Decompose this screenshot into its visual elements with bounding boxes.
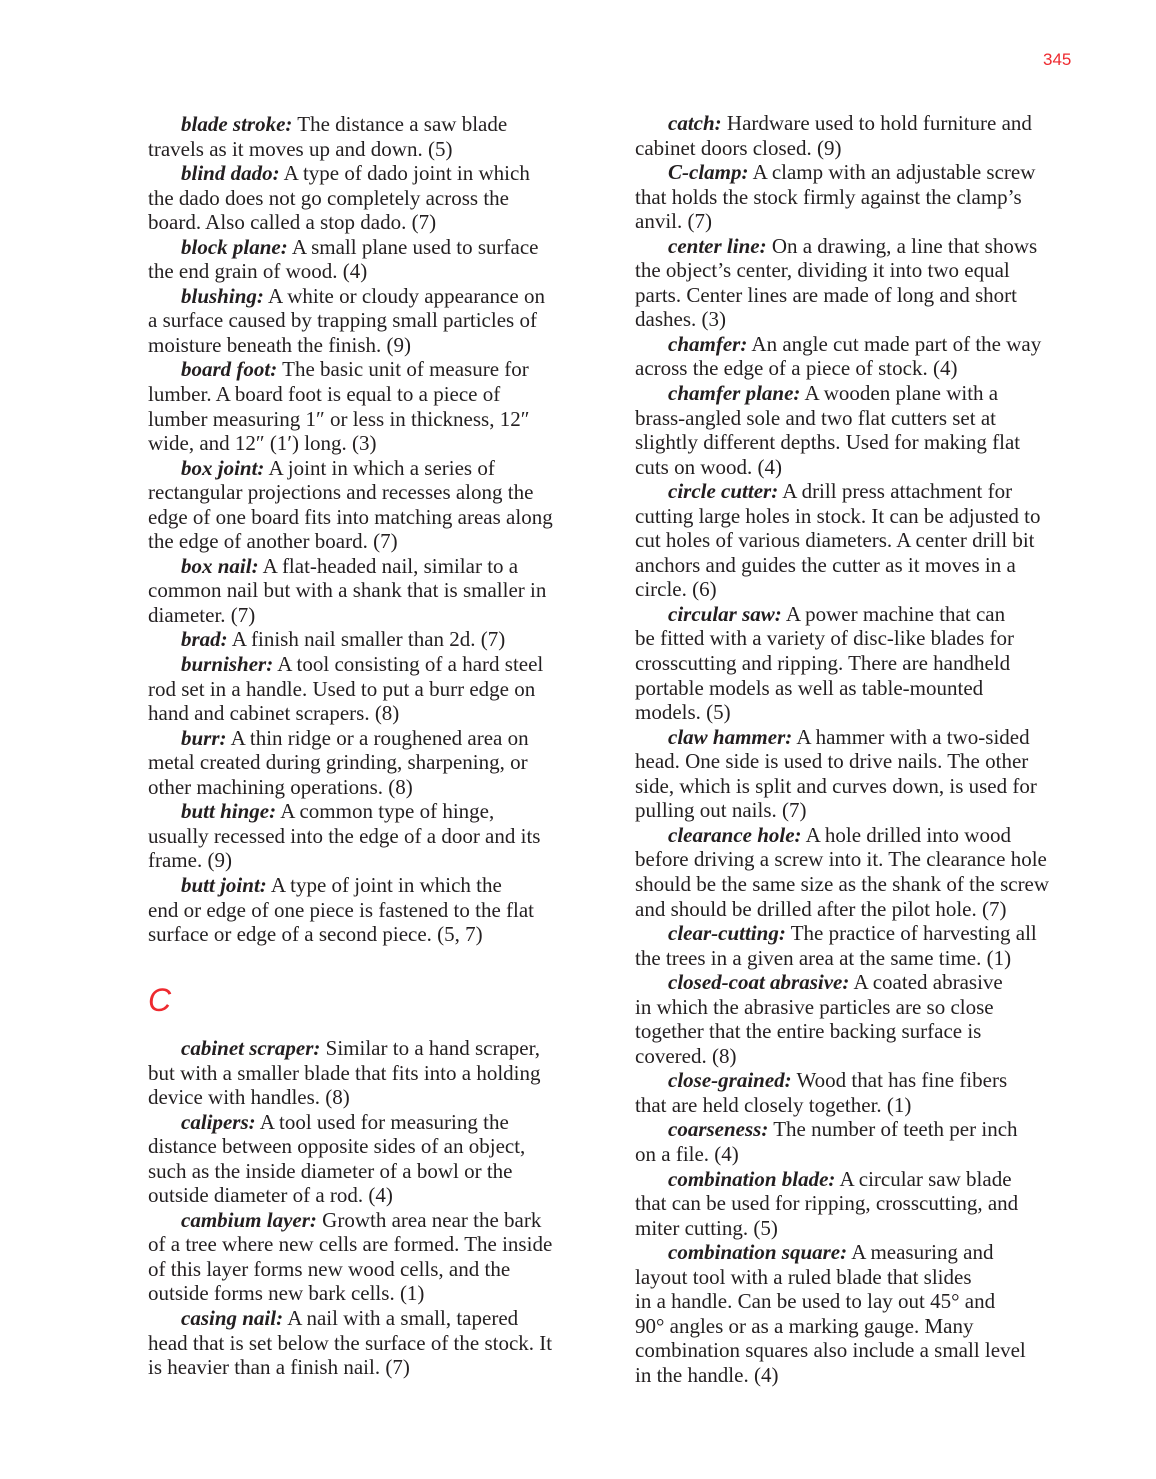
entry-line bbox=[635, 1142, 1080, 1167]
entry-line bbox=[148, 210, 593, 235]
definition-text: in the handle. (4) bbox=[635, 1362, 779, 1387]
entry-line bbox=[148, 431, 593, 456]
definition-text: slightly different depths. Used for making flat bbox=[635, 430, 1021, 455]
glossary-entry bbox=[148, 726, 593, 800]
entry-first-line bbox=[148, 357, 593, 382]
definition-text: lumber. A board foot is equal to a piece of bbox=[148, 382, 501, 407]
glossary-term: circular saw: bbox=[668, 601, 782, 626]
definition-text: is heavier than a finish nail. (7) bbox=[148, 1355, 410, 1380]
definition-text: A finish nail smaller than 2d. (7) bbox=[227, 627, 506, 652]
entry-first-line bbox=[148, 652, 593, 677]
definition-text: the end grain of wood. (4) bbox=[148, 259, 368, 284]
definition-text: cuts on wood. (4) bbox=[635, 454, 782, 479]
entry-line bbox=[148, 382, 593, 407]
glossary-term: chamfer plane: bbox=[668, 381, 801, 406]
definition-text: combination squares also include a small level bbox=[635, 1338, 1026, 1363]
glossary-entry bbox=[148, 554, 593, 628]
entry-line bbox=[635, 430, 1080, 455]
entry-line bbox=[635, 774, 1080, 799]
entry-first-line bbox=[635, 970, 1080, 995]
definition-text: A drill press attachment for bbox=[778, 479, 1013, 504]
entry-line bbox=[635, 258, 1080, 283]
entry-first-line bbox=[635, 381, 1080, 406]
definition-text: miter cutting. (5) bbox=[635, 1215, 778, 1240]
definition-text: outside diameter of a rod. (4) bbox=[148, 1183, 393, 1208]
glossary-term: cambium layer: bbox=[181, 1207, 317, 1232]
definition-text: device with handles. (8) bbox=[148, 1085, 350, 1110]
definition-text: distance between opposite sides of an object, bbox=[148, 1134, 526, 1159]
definition-text: board. Also called a stop dado. (7) bbox=[148, 210, 437, 235]
entry-line bbox=[148, 1159, 593, 1184]
entry-line bbox=[148, 1232, 593, 1257]
glossary-entry bbox=[635, 823, 1080, 921]
glossary-entry bbox=[635, 1240, 1080, 1387]
glossary-term: close-grained: bbox=[668, 1068, 792, 1093]
definition-text: that are held closely together. (1) bbox=[635, 1092, 912, 1117]
definition-text: A clamp with an adjustable screw bbox=[748, 160, 1036, 185]
definition-text: be fitted with a variety of disc-like blades for bbox=[635, 626, 1015, 651]
entry-line bbox=[635, 209, 1080, 234]
entry-line bbox=[635, 1265, 1080, 1290]
glossary-term: cabinet scraper: bbox=[181, 1036, 321, 1060]
section-heading-c: C bbox=[148, 982, 172, 1018]
glossary-entry bbox=[148, 112, 593, 161]
entry-line bbox=[635, 700, 1080, 725]
entry-line bbox=[148, 259, 593, 284]
entry-line bbox=[148, 922, 593, 947]
definition-text: A coated abrasive bbox=[849, 970, 1003, 995]
definition-text: usually recessed into the edge of a door and its bbox=[148, 823, 541, 848]
glossary-entry bbox=[635, 725, 1080, 823]
glossary-term: blushing: bbox=[181, 283, 264, 308]
glossary-entry bbox=[148, 799, 593, 873]
entry-line bbox=[148, 1183, 593, 1208]
entry-line bbox=[635, 577, 1080, 602]
definition-text: edge of one board fits into matching areas along bbox=[148, 504, 553, 529]
entry-line bbox=[148, 1355, 593, 1380]
definition-text: the dado does not go completely across the bbox=[148, 185, 509, 210]
entry-line bbox=[148, 480, 593, 505]
entry-line bbox=[635, 1289, 1080, 1314]
definition-text: 90° angles or as a marking gauge. Many bbox=[635, 1313, 974, 1338]
entry-first-line bbox=[148, 284, 593, 309]
entry-line bbox=[148, 1257, 593, 1282]
definition-text: brass-angled sole and two flat cutters set at bbox=[635, 405, 996, 430]
entry-line bbox=[148, 308, 593, 333]
glossary-entry bbox=[635, 111, 1080, 160]
glossary-term: claw hammer: bbox=[668, 724, 793, 749]
definition-text: models. (5) bbox=[635, 700, 731, 725]
glossary-entry bbox=[148, 1208, 593, 1306]
definition-text: A thin ridge or a roughened area on bbox=[226, 725, 529, 750]
definition-text: The practice of harvesting all bbox=[785, 921, 1037, 946]
glossary-term: chamfer: bbox=[668, 331, 748, 356]
glossary-column-c-left bbox=[148, 1036, 593, 1380]
entry-line bbox=[148, 677, 593, 702]
glossary-term: combination blade: bbox=[668, 1166, 836, 1191]
entry-first-line bbox=[635, 332, 1080, 357]
glossary-term: center line: bbox=[668, 233, 767, 258]
definition-text: metal created during grinding, sharpening, or bbox=[148, 750, 528, 775]
entry-line bbox=[148, 775, 593, 800]
definition-text: portable models as well as table-mounted bbox=[635, 675, 984, 700]
entry-first-line bbox=[635, 823, 1080, 848]
entry-line bbox=[635, 455, 1080, 480]
entry-line bbox=[635, 676, 1080, 701]
entry-line bbox=[635, 872, 1080, 897]
page-number: 345 bbox=[1043, 50, 1072, 69]
definition-text: travels as it moves up and down. (5) bbox=[148, 136, 453, 161]
definition-text: of this layer forms new wood cells, and the bbox=[148, 1256, 511, 1281]
glossary-entry bbox=[148, 456, 593, 554]
glossary-entry bbox=[635, 1117, 1080, 1166]
entry-line bbox=[635, 136, 1080, 161]
entry-line bbox=[148, 603, 593, 628]
glossary-entry bbox=[635, 1167, 1080, 1241]
glossary-entry bbox=[635, 234, 1080, 332]
glossary-term: board foot: bbox=[181, 357, 278, 382]
glossary-term: C-clamp: bbox=[668, 160, 749, 185]
definition-text: end or edge of one piece is fastened to the flat bbox=[148, 897, 535, 922]
definition-text: outside forms new bark cells. (1) bbox=[148, 1281, 425, 1306]
entry-line bbox=[148, 824, 593, 849]
entry-first-line bbox=[635, 1240, 1080, 1265]
definition-text: a surface caused by trapping small particles of bbox=[148, 308, 537, 333]
entry-first-line bbox=[635, 1068, 1080, 1093]
definition-text: The distance a saw blade bbox=[292, 112, 508, 136]
entry-first-line bbox=[148, 456, 593, 481]
definition-text: circle. (6) bbox=[635, 577, 717, 602]
entry-first-line bbox=[148, 1208, 593, 1233]
definition-text: that holds the stock firmly against the clamp’s bbox=[635, 184, 1022, 209]
definition-text: the trees in a given area at the same time. (1) bbox=[635, 945, 1012, 970]
definition-text: On a drawing, a line that shows bbox=[766, 233, 1038, 258]
entry-line bbox=[635, 1093, 1080, 1118]
entry-line bbox=[148, 137, 593, 162]
entry-line bbox=[635, 897, 1080, 922]
definition-text: of a tree where new cells are formed. The inside bbox=[148, 1232, 553, 1257]
entry-line bbox=[635, 1044, 1080, 1069]
definition-text: Growth area near the bark bbox=[316, 1207, 542, 1232]
entry-line bbox=[635, 307, 1080, 332]
entry-line bbox=[148, 1331, 593, 1356]
entry-line bbox=[148, 1134, 593, 1159]
definition-text: Wood that has fine fibers bbox=[791, 1068, 1008, 1093]
entry-line bbox=[635, 185, 1080, 210]
entry-first-line bbox=[635, 1167, 1080, 1192]
glossary-term: burr: bbox=[181, 725, 227, 750]
definition-text: A wooden plane with a bbox=[800, 381, 999, 406]
entry-line bbox=[148, 1085, 593, 1110]
entry-line bbox=[635, 553, 1080, 578]
definition-text: A flat-headed nail, similar to a bbox=[258, 553, 519, 578]
entry-line bbox=[635, 356, 1080, 381]
glossary-term: butt joint: bbox=[181, 872, 267, 897]
entry-first-line bbox=[148, 799, 593, 824]
glossary-entry bbox=[635, 921, 1080, 970]
entry-line bbox=[635, 749, 1080, 774]
glossary-entry bbox=[148, 357, 593, 455]
definition-text: The basic unit of measure for bbox=[277, 357, 529, 382]
glossary-term: circle cutter: bbox=[668, 479, 779, 504]
definition-text: An angle cut made part of the way bbox=[747, 331, 1042, 356]
glossary-term: combination square: bbox=[668, 1240, 848, 1265]
entry-line bbox=[635, 1216, 1080, 1241]
entry-line bbox=[148, 898, 593, 923]
definition-text: pulling out nails. (7) bbox=[635, 798, 807, 823]
definition-text: in which the abrasive particles are so close bbox=[635, 994, 994, 1019]
glossary-entry bbox=[635, 1068, 1080, 1117]
definition-text: anvil. (7) bbox=[635, 209, 712, 234]
glossary-term: casing nail: bbox=[181, 1306, 284, 1331]
entry-line bbox=[148, 529, 593, 554]
entry-first-line bbox=[635, 921, 1080, 946]
entry-first-line bbox=[148, 1036, 593, 1061]
definition-text: common nail but with a shank that is smaller in bbox=[148, 578, 547, 603]
definition-text: layout tool with a ruled blade that slides bbox=[635, 1264, 972, 1289]
definition-text: cut holes of various diameters. A center drill bit bbox=[635, 528, 1035, 553]
definition-text: together that the entire backing surface is bbox=[635, 1019, 982, 1044]
entry-first-line bbox=[148, 1110, 593, 1135]
glossary-term: catch: bbox=[668, 111, 722, 135]
definition-text: other machining operations. (8) bbox=[148, 774, 413, 799]
entry-first-line bbox=[148, 161, 593, 186]
entry-line bbox=[635, 1363, 1080, 1388]
entry-line bbox=[635, 283, 1080, 308]
definition-text: A measuring and bbox=[847, 1240, 994, 1265]
definition-text: on a file. (4) bbox=[635, 1141, 739, 1166]
definition-text: that can be used for ripping, crosscutting, and bbox=[635, 1191, 1019, 1216]
entry-line bbox=[148, 407, 593, 432]
entry-line bbox=[635, 626, 1080, 651]
entry-line bbox=[148, 505, 593, 530]
entry-first-line bbox=[148, 112, 593, 137]
definition-text: in a handle. Can be used to lay out 45° and bbox=[635, 1289, 996, 1314]
glossary-entry bbox=[148, 652, 593, 726]
definition-text: parts. Center lines are made of long and short bbox=[635, 282, 1017, 307]
glossary-entry bbox=[635, 602, 1080, 725]
definition-text: A tool consisting of a hard steel bbox=[273, 652, 544, 677]
glossary-term: block plane: bbox=[181, 234, 288, 259]
glossary-entry bbox=[635, 970, 1080, 1068]
definition-text: A tool used for measuring the bbox=[255, 1109, 509, 1134]
entry-line bbox=[635, 406, 1080, 431]
definition-text: hand and cabinet scrapers. (8) bbox=[148, 701, 400, 726]
definition-text: Similar to a hand scraper, bbox=[320, 1036, 540, 1060]
entry-first-line bbox=[148, 873, 593, 898]
definition-text: cabinet doors closed. (9) bbox=[635, 135, 842, 160]
definition-text: frame. (9) bbox=[148, 848, 232, 873]
entry-first-line bbox=[635, 479, 1080, 504]
definition-text: A power machine that can bbox=[781, 601, 1006, 626]
glossary-term: coarseness: bbox=[668, 1117, 769, 1142]
glossary-term: blind dado: bbox=[181, 161, 280, 186]
glossary-term: box nail: bbox=[181, 553, 259, 578]
entry-line bbox=[148, 848, 593, 873]
definition-text: A common type of hinge, bbox=[276, 799, 495, 824]
entry-first-line bbox=[148, 554, 593, 579]
entry-line bbox=[635, 651, 1080, 676]
definition-text: A white or cloudy appearance on bbox=[263, 283, 545, 308]
definition-text: across the edge of a piece of stock. (4) bbox=[635, 356, 958, 381]
glossary-term: butt hinge: bbox=[181, 799, 277, 824]
definition-text: head that is set below the surface of the stock. It bbox=[148, 1330, 553, 1355]
definition-text: and should be drilled after the pilot hole. (7) bbox=[635, 896, 1007, 921]
entry-line bbox=[148, 333, 593, 358]
entry-line bbox=[635, 1019, 1080, 1044]
entry-line bbox=[635, 798, 1080, 823]
glossary-term: clearance hole: bbox=[668, 822, 802, 847]
definition-text: A circular saw blade bbox=[835, 1166, 1012, 1191]
entry-line bbox=[635, 1338, 1080, 1363]
entry-line bbox=[635, 1191, 1080, 1216]
entry-first-line bbox=[148, 726, 593, 751]
entry-first-line bbox=[148, 235, 593, 260]
glossary-term: blade stroke: bbox=[181, 112, 293, 136]
glossary-term: burnisher: bbox=[181, 652, 274, 677]
definition-text: diameter. (7) bbox=[148, 602, 256, 627]
glossary-entry bbox=[148, 1306, 593, 1380]
glossary-term: box joint: bbox=[181, 455, 265, 480]
definition-text: anchors and guides the cutter as it moves in a bbox=[635, 552, 1016, 577]
entry-line bbox=[635, 1314, 1080, 1339]
glossary-entry bbox=[148, 1110, 593, 1208]
glossary-entry bbox=[148, 1036, 593, 1110]
entry-first-line bbox=[635, 602, 1080, 627]
glossary-entry bbox=[148, 235, 593, 284]
entry-line bbox=[148, 578, 593, 603]
glossary-column-b bbox=[148, 112, 593, 947]
definition-text: A type of joint in which the bbox=[266, 872, 502, 897]
definition-text: crosscutting and ripping. There are handheld bbox=[635, 651, 1011, 676]
definition-text: the object’s center, dividing it into two equal bbox=[635, 258, 1010, 283]
definition-text: A joint in which a series of bbox=[264, 455, 495, 480]
entry-first-line bbox=[148, 627, 593, 652]
glossary-entry bbox=[635, 332, 1080, 381]
glossary-term: calipers: bbox=[181, 1109, 256, 1134]
glossary-column-c-right bbox=[635, 111, 1080, 1387]
entry-line bbox=[148, 1281, 593, 1306]
definition-text: but with a smaller blade that fits into a holding bbox=[148, 1060, 541, 1085]
definition-text: rod set in a handle. Used to put a burr edge on bbox=[148, 676, 536, 701]
definition-text: surface or edge of a second piece. (5, 7) bbox=[148, 922, 483, 947]
definition-text: head. One side is used to drive nails. The other bbox=[635, 749, 1029, 774]
definition-text: lumber measuring 1″ or less in thickness, 12″ bbox=[148, 406, 530, 431]
definition-text: rectangular projections and recesses along the bbox=[148, 480, 534, 505]
glossary-entry bbox=[635, 381, 1080, 479]
entry-first-line bbox=[635, 111, 1080, 136]
entry-line bbox=[148, 701, 593, 726]
entry-first-line bbox=[635, 1117, 1080, 1142]
definition-text: such as the inside diameter of a bowl or the bbox=[148, 1158, 513, 1183]
definition-text: before driving a screw into it. The clearance hole bbox=[635, 847, 1047, 872]
glossary-entry bbox=[148, 284, 593, 358]
entry-first-line bbox=[148, 1306, 593, 1331]
definition-text: side, which is split and curves down, is used for bbox=[635, 773, 1037, 798]
entry-line bbox=[635, 946, 1080, 971]
glossary-term: clear-cutting: bbox=[668, 921, 786, 946]
glossary-entry bbox=[148, 627, 593, 652]
definition-text: covered. (8) bbox=[635, 1043, 737, 1068]
definition-text: A hole drilled into wood bbox=[801, 822, 1011, 847]
definition-text: A small plane used to surface bbox=[287, 234, 539, 259]
entry-line bbox=[635, 847, 1080, 872]
entry-line bbox=[148, 750, 593, 775]
definition-text: A hammer with a two-sided bbox=[792, 724, 1030, 749]
definition-text: should be the same size as the shank of the screw bbox=[635, 871, 1050, 896]
definition-text: The number of teeth per inch bbox=[768, 1117, 1018, 1142]
entry-line bbox=[635, 504, 1080, 529]
definition-text: Hardware used to hold furniture and bbox=[721, 111, 1032, 135]
definition-text: A nail with a small, tapered bbox=[283, 1306, 519, 1331]
entry-line bbox=[148, 1061, 593, 1086]
entry-line bbox=[635, 995, 1080, 1020]
definition-text: wide, and 12″ (1′) long. (3) bbox=[148, 431, 377, 456]
glossary-entry bbox=[148, 161, 593, 235]
definition-text: dashes. (3) bbox=[635, 307, 726, 332]
entry-line bbox=[635, 528, 1080, 553]
definition-text: A type of dado joint in which bbox=[279, 161, 530, 186]
glossary-term: closed-coat abrasive: bbox=[668, 970, 850, 995]
entry-first-line bbox=[635, 234, 1080, 259]
entry-first-line bbox=[635, 725, 1080, 750]
glossary-entry bbox=[148, 873, 593, 947]
glossary-entry bbox=[635, 160, 1080, 234]
glossary-entry bbox=[635, 479, 1080, 602]
entry-first-line bbox=[635, 160, 1080, 185]
definition-text: cutting large holes in stock. It can be adjusted to bbox=[635, 503, 1041, 528]
glossary-term: brad: bbox=[181, 627, 228, 652]
definition-text: the edge of another board. (7) bbox=[148, 529, 398, 554]
entry-line bbox=[148, 186, 593, 211]
definition-text: moisture beneath the finish. (9) bbox=[148, 332, 412, 357]
